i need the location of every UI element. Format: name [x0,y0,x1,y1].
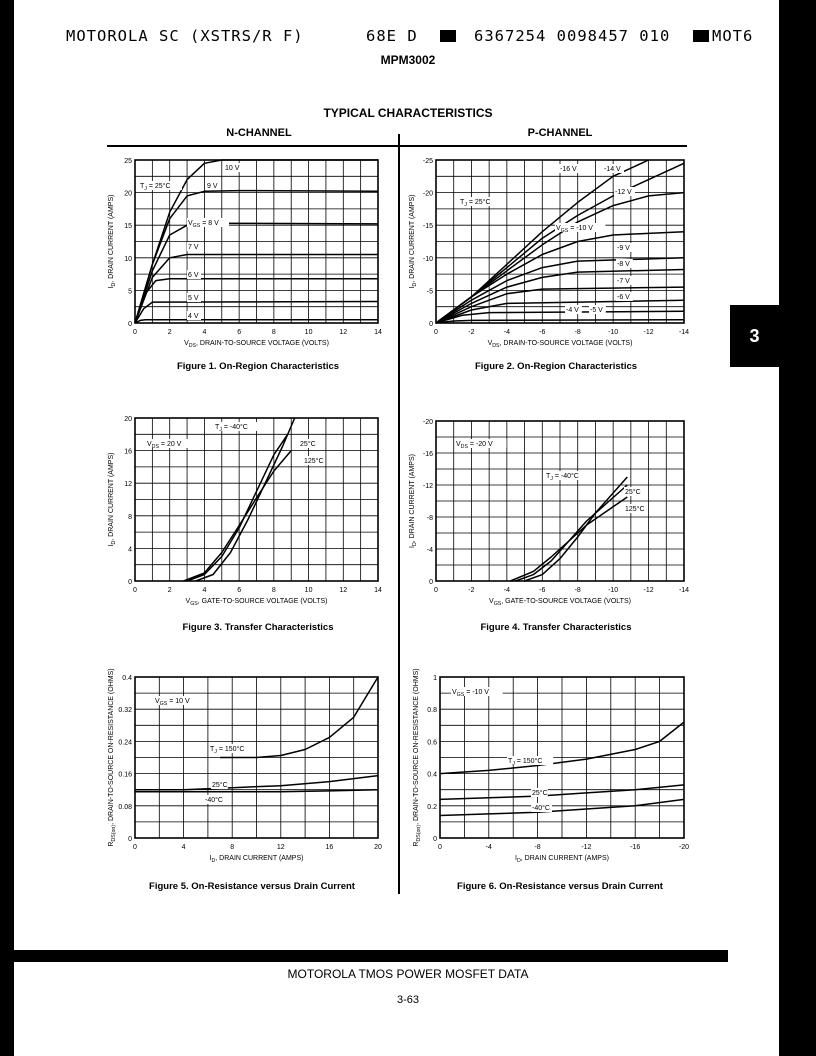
x-tick-label: 0 [434,329,438,336]
x-tick-label: -2 [468,587,475,594]
y-axis-label: $I_D$, DRAIN CURRENT (AMPS) [108,452,117,547]
figure-6-caption: Figure 6. On-Resistance versus Drain Current [457,881,663,892]
y-tick-label: -15 [422,223,433,231]
y-tick-label: 8 [128,513,132,521]
x-tick-label: 10 [304,329,313,336]
x-tick-label: 12 [276,844,285,851]
series-label: 125°C [304,458,324,465]
y-axis-label: $I_D$, DRAIN CURRENT (AMPS) [409,454,418,548]
x-tick-label: 8 [271,587,276,594]
x-tick-label: 6 [237,329,242,336]
x-tick-label: 12 [339,329,348,336]
x-tick-label: 8 [230,844,235,851]
series-label: $V_{GS} = 8$ V [188,220,219,229]
figure-2-caption: Figure 2. On-Region Characteristics [474,361,638,372]
y-tick-label: 0 [429,321,433,328]
x-tick-label: -8 [574,329,581,336]
y-tick-label: 10 [124,255,132,263]
header-doc-number: 6367254 0098457 010 [474,27,671,45]
y-tick-label: 0.16 [118,771,132,779]
y-tick-label: 20 [124,416,132,423]
x-tick-label: 4 [181,844,186,851]
series-label: $V_{GS} = -10$ V [556,225,593,234]
chart-annotation: $T_J = 25^\circ C$ [460,199,491,208]
y-tick-label: -25 [422,158,433,165]
x-tick-label: 14 [374,587,382,594]
x-tick-label: -4 [485,844,492,851]
y-tick-label: 0.4 [427,771,437,779]
series-label: 25°C [625,489,641,496]
x-tick-label: -6 [539,587,546,594]
series-label: 25°C [532,790,548,797]
series-label: $T_J = 150^\circ C$ [508,758,543,767]
y-tick-label: 0 [128,321,132,328]
y-tick-label: 0 [128,836,132,843]
chart-annotation: $V_{DS} = -20$ V [456,441,493,450]
series-label: $T_J = -40^\circ C$ [215,424,248,433]
x-tick-label: 0 [133,844,137,851]
y-tick-label: 25 [124,158,132,165]
y-tick-label: 0.8 [427,707,437,715]
series-label: 125°C [625,506,645,513]
chart-annotation: $V_{GS} = -10$ V [452,689,489,698]
series-label: 25°C [300,441,316,448]
y-tick-label: 0 [429,579,433,586]
x-axis-label: $I_D$, DRAIN CURRENT (AMPS) [209,855,304,864]
x-tick-label: -10 [608,587,619,594]
y-axis-label: $I_D$, DRAIN CURRENT (AMPS) [108,194,117,289]
x-tick-label: -12 [643,587,654,594]
y-tick-label: 0 [128,579,132,586]
header-suffix: MOT6 [712,27,754,45]
series-label: -6 V [617,294,630,301]
x-tick-label: -4 [503,329,510,336]
figure-4-caption: Figure 4. Transfer Characteristics [480,622,632,633]
x-tick-label: -4 [503,587,510,594]
x-tick-label: 4 [202,329,207,336]
x-axis-label: $V_{GS}$, GATE-TO-SOURCE VOLTAGE (VOLTS) [489,598,631,607]
y-tick-label: -4 [426,547,433,554]
y-tick-label: 0.2 [427,803,437,811]
series-label: $T_J = 150^\circ C$ [210,746,245,755]
x-tick-label: 2 [167,587,172,594]
column-heading-n-channel: N-CHANNEL [226,127,292,139]
y-tick-label: -5 [426,288,433,296]
x-tick-label: -14 [678,329,690,336]
y-tick-label: 0.32 [118,707,132,715]
chart-annotation: $T_J = 25^\circ C$ [140,183,171,192]
series-label: 5 V [188,295,199,302]
figure-3-caption: Figure 3. Transfer Characteristics [182,622,334,633]
x-axis-label: $V_{DS}$, DRAIN-TO-SOURCE VOLTAGE (VOLTS) [184,340,329,349]
y-tick-label: 20 [124,190,132,198]
series-label: -14 V [604,166,621,173]
x-tick-label: -12 [643,329,654,336]
x-tick-label: 12 [339,587,348,594]
y-tick-label: 5 [128,288,132,296]
series-label: -8 V [617,261,630,268]
series-label: 25°C [212,782,228,789]
footer-title: MOTOROLA TMOS POWER MOSFET DATA [287,967,529,981]
x-axis-label: $V_{GS}$, GATE-TO-SOURCE VOLTAGE (VOLTS) [185,598,328,607]
x-axis-label: $V_{DS}$, DRAIN-TO-SOURCE VOLTAGE (VOLTS) [487,340,633,349]
y-tick-label: 1 [433,675,437,682]
series-label: 9 V [207,183,218,190]
y-tick-label: 16 [124,448,132,456]
x-tick-label: -20 [678,844,690,851]
x-tick-label: -12 [581,844,592,851]
column-heading-p-channel: P-CHANNEL [527,127,593,139]
x-tick-label: -8 [534,844,541,851]
series-label: -7 V [617,278,630,285]
x-tick-label: 6 [237,587,242,594]
x-tick-label: 8 [271,329,276,336]
y-tick-label: 0.24 [118,739,132,747]
x-tick-label: -16 [630,844,641,851]
x-tick-label: 16 [325,844,334,851]
y-tick-label: 0.6 [427,739,437,747]
x-tick-label: 0 [438,844,442,851]
series-label: -4 V [566,307,579,314]
x-tick-label: 0 [434,587,438,594]
x-tick-label: -2 [468,329,475,336]
y-tick-label: 0 [433,836,437,843]
y-axis-label: $I_D$, DRAIN CURRENT (AMPS) [409,194,418,289]
x-tick-label: 14 [374,329,382,336]
y-tick-label: 0.4 [122,675,132,682]
y-axis-label: $R_{DS(on)}$, DRAIN-TO-SOURCE ON-RESISTANCE (OHMS) [413,668,422,847]
series-label: 10 V [225,165,240,172]
y-tick-label: -8 [426,515,433,522]
series-label: -16 V [560,166,577,173]
page-number: 3-63 [396,994,420,1006]
x-tick-label: 2 [167,329,172,336]
series-label: 6 V [188,272,199,279]
y-tick-label: 0.08 [118,803,132,811]
series-label: -12 V [615,189,632,196]
figure-5-caption: Figure 5. On-Resistance versus Drain Current [149,881,355,892]
x-tick-label: 0 [133,587,137,594]
series-label: -40°C [205,797,223,804]
series-label: -5 V [590,307,603,314]
x-tick-label: -14 [678,587,690,594]
series-label: 4 V [188,313,199,320]
x-tick-label: 0 [133,329,137,336]
section-title: TYPICAL CHARACTERISTICS [323,106,493,120]
y-tick-label: -10 [422,255,433,263]
y-tick-label: 15 [124,223,132,231]
x-tick-label: 20 [374,844,382,851]
footer-rule [14,950,728,962]
series-label: -40°C [532,805,550,812]
chart-annotation: $V_{DS} = 20$ V [147,441,182,450]
chart-annotation: $V_{GS} = 10$ V [155,698,190,707]
x-tick-label: -6 [539,329,546,336]
header-code: 68E D [366,27,418,45]
y-tick-label: -12 [422,483,433,490]
y-tick-label: 12 [124,481,132,489]
series-label: $T_J = -40^\circ C$ [546,473,579,482]
header-company: MOTOROLA SC (XSTRS/R F) [66,27,304,45]
series-label: -9 V [617,245,630,252]
y-tick-label: -16 [422,451,433,458]
figure-1-caption: Figure 1. On-Region Characteristics [176,361,340,372]
y-tick-label: -20 [422,419,433,426]
x-tick-label: -8 [574,587,581,594]
x-tick-label: 4 [202,587,207,594]
series-label: 7 V [188,244,199,251]
y-axis-label: $R_{DS(on)}$, DRAIN-TO-SOURCE ON-RESISTANCE (OHMS) [108,668,117,847]
x-axis-label: $I_D$, DRAIN CURRENT (AMPS) [515,855,609,864]
y-tick-label: -20 [422,190,433,198]
x-tick-label: -10 [608,329,619,336]
x-tick-label: 10 [304,587,313,594]
part-number: MPM3002 [380,53,436,67]
y-tick-label: 4 [128,546,132,554]
section-tab: 3 [730,305,779,367]
